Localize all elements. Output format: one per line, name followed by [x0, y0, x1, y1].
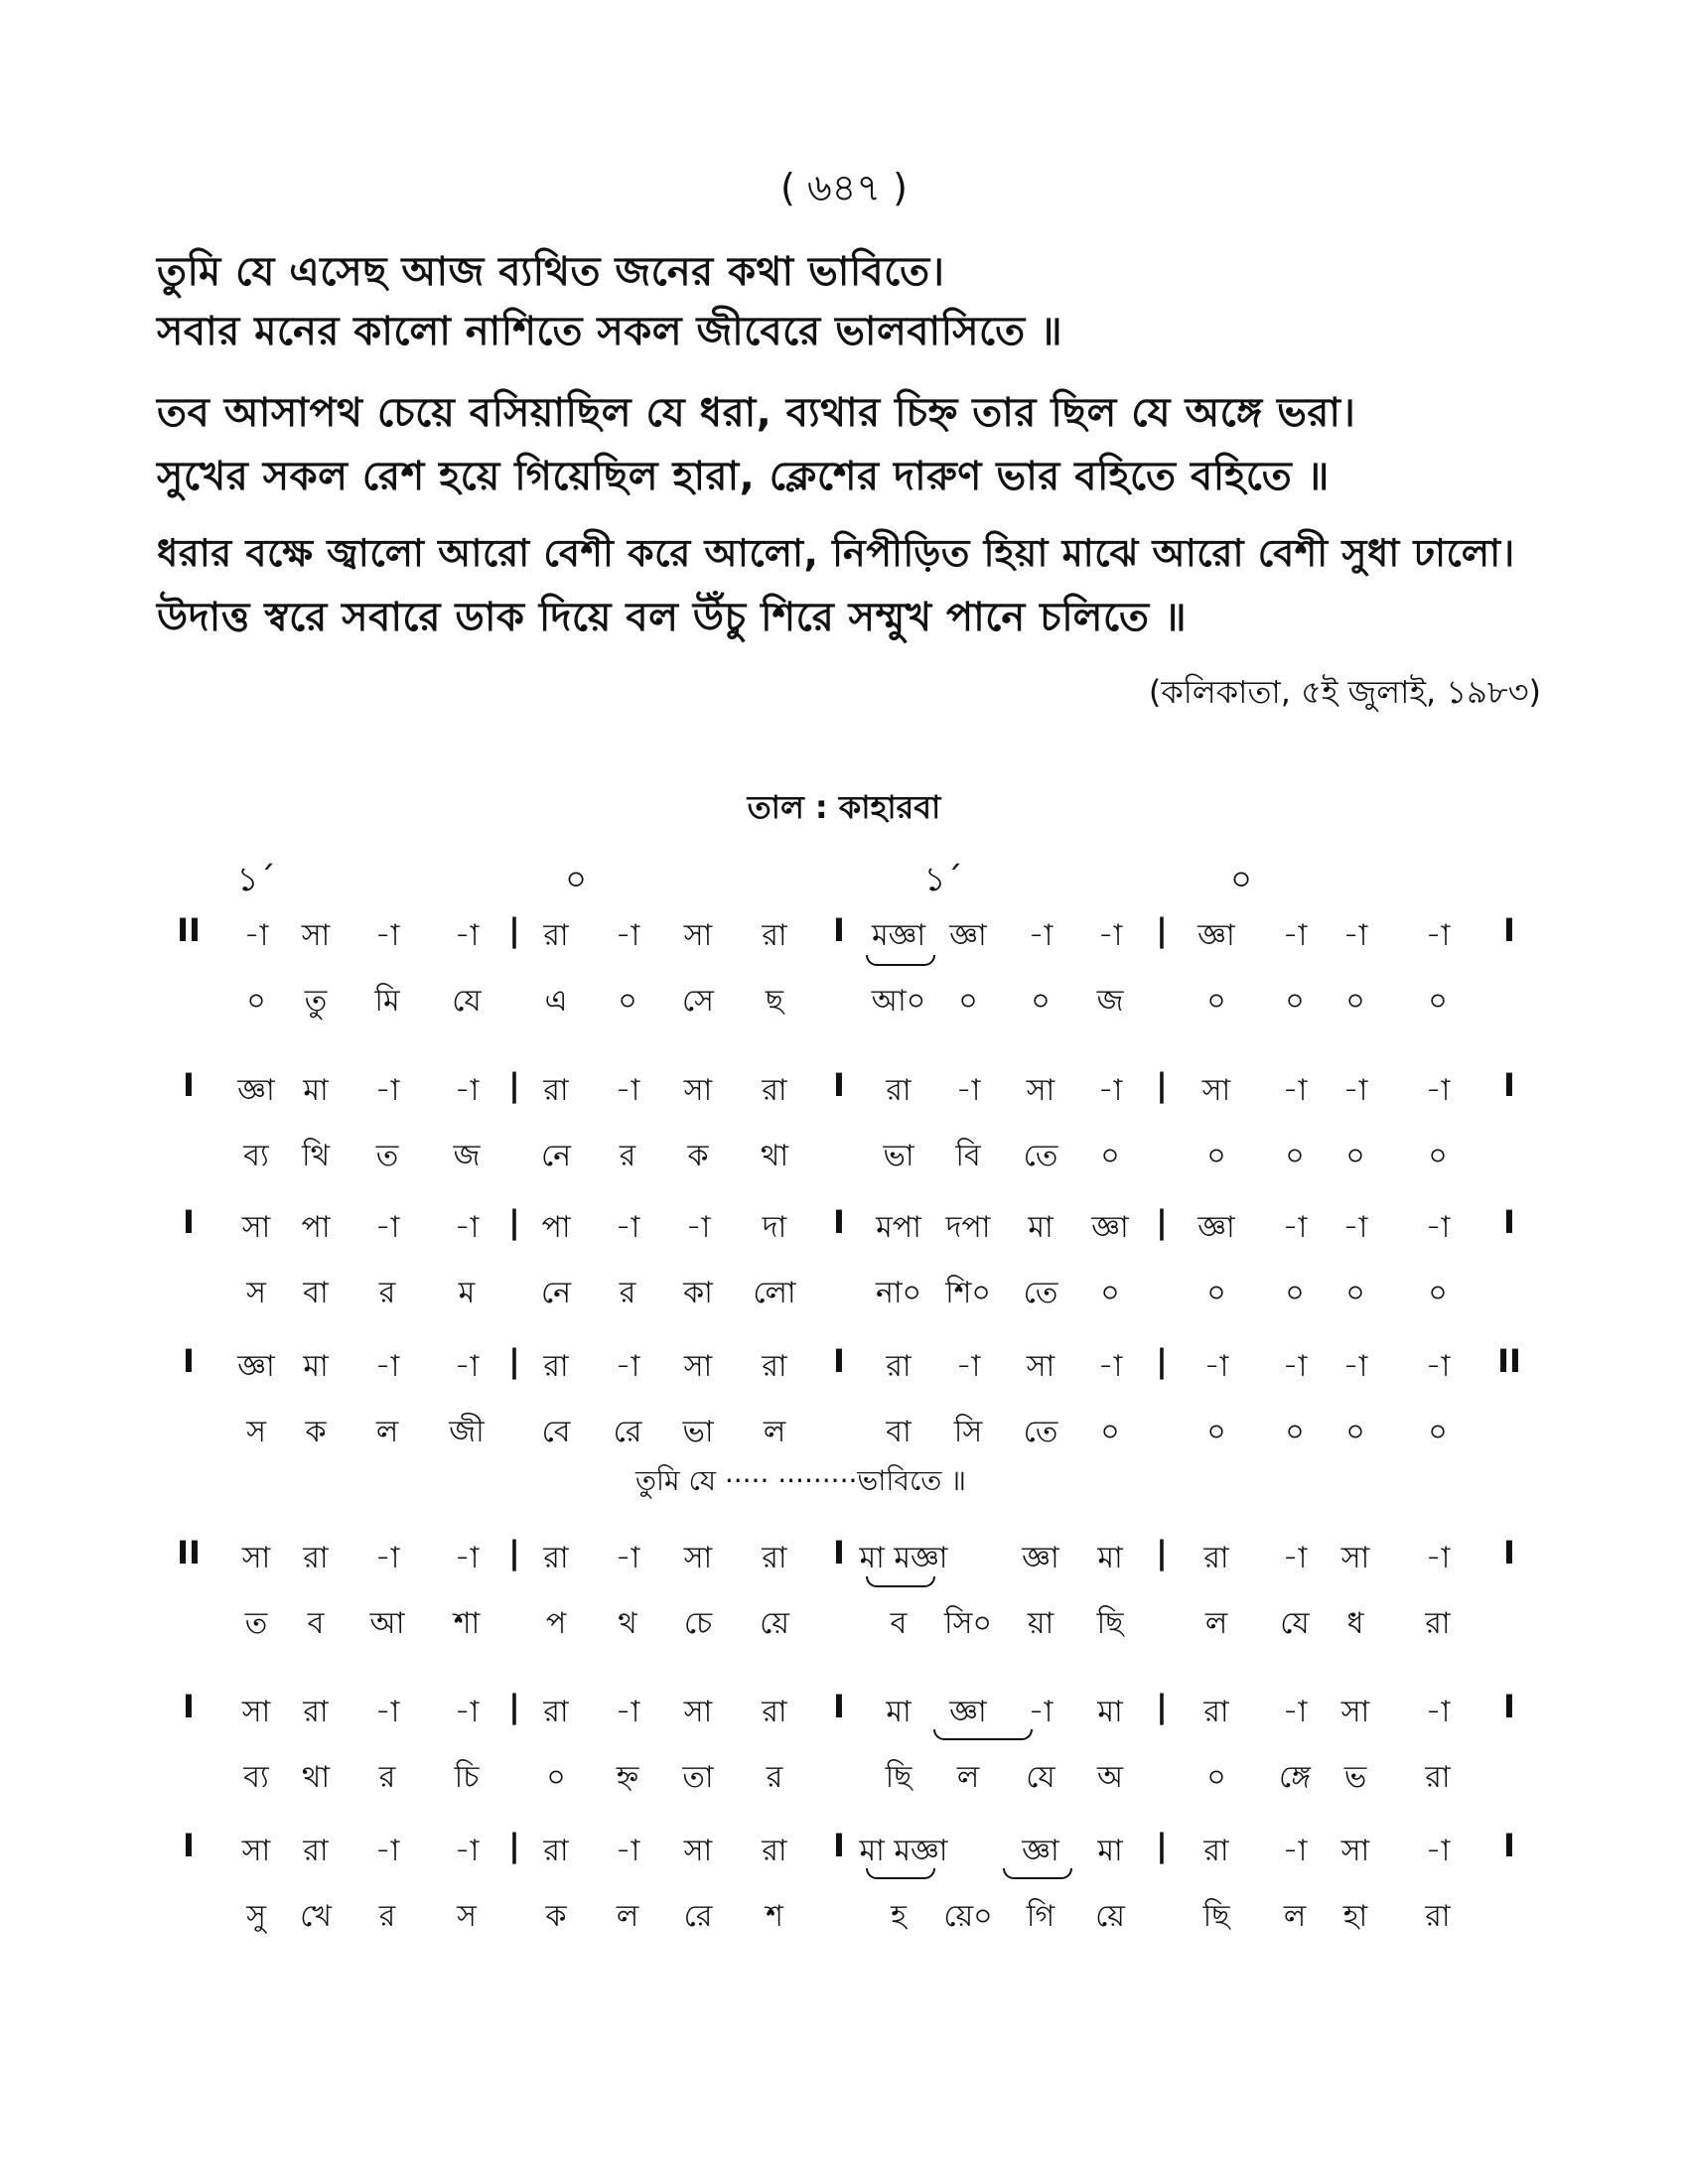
swara-note: -া — [955, 1349, 981, 1384]
swara-note: -া — [1282, 1349, 1308, 1384]
lyric-syllable: হ্ন — [616, 1760, 639, 1795]
swara-note: রা — [303, 1541, 329, 1575]
bar-line: | — [508, 1688, 520, 1725]
swara-note: -া — [454, 918, 480, 953]
lyric-syllable: ল — [616, 1899, 639, 1934]
lyric-syllable: বি — [955, 1139, 981, 1173]
bar-line: I — [1503, 1203, 1515, 1241]
lyric-syllable: হা — [1342, 1899, 1368, 1934]
lyric-line-2: সবার মনের কালো নাশিতে সকল জীবেরে ভালবাসিতে ॥ — [157, 309, 1063, 354]
swara-note: -া — [1282, 918, 1308, 953]
swara-note: দপা — [945, 1210, 991, 1245]
swara-note: জ্ঞা — [237, 1073, 275, 1108]
lyric-syllable: ০ — [246, 984, 266, 1019]
bar-line: | — [508, 1203, 520, 1241]
lyric-syllable: ভা — [883, 1139, 914, 1173]
lyric-syllable: ল — [375, 1415, 399, 1449]
lyric-syllable: ল — [763, 1415, 786, 1449]
lyric-syllable: ০ — [1206, 1415, 1226, 1449]
lyric-syllable: লো — [753, 1276, 796, 1310]
lyric-syllable: য়ে — [760, 1606, 789, 1641]
swara-note: -া — [1342, 1210, 1368, 1245]
lyric-syllable: ০ — [1428, 1276, 1448, 1310]
swara-note: -া — [615, 1695, 640, 1729]
lyric-syllable: ০ — [1345, 1415, 1365, 1449]
swara-note: রা — [1203, 1695, 1229, 1729]
bar-line: | — [1156, 1827, 1168, 1864]
lyric-syllable: কা — [683, 1276, 713, 1310]
refrain-line: তুমি যে ····· ·········ভাবিতে ॥ — [635, 1464, 966, 1497]
swara-note: রা — [762, 1834, 787, 1868]
lyric-syllable: ০ — [1285, 1139, 1305, 1173]
swara-note: -া — [1282, 1695, 1308, 1729]
swara-note: সা — [1340, 1541, 1370, 1575]
swara-note: -া — [615, 1834, 640, 1868]
lyric-syllable: ০ — [1345, 1139, 1365, 1173]
swara-note: -া — [374, 1695, 400, 1729]
lyric-syllable: জী — [449, 1415, 485, 1449]
swara-note: -া — [374, 1834, 400, 1868]
bar-line: I — [183, 1688, 195, 1725]
swara-note: রা — [543, 1541, 569, 1575]
lyric-syllable: ০ — [1206, 1139, 1226, 1173]
swara-note: রা — [543, 1349, 569, 1384]
lyric-syllable: জ — [1096, 984, 1124, 1019]
bar-line: I — [833, 1827, 845, 1864]
meend-slur-mark — [866, 955, 935, 966]
lyric-syllable: ব — [890, 1606, 908, 1641]
lyric-syllable: যে — [1280, 1606, 1310, 1641]
swara-note: -া — [615, 1210, 640, 1245]
swara-note: -া — [243, 918, 269, 953]
lyric-syllable: চে — [683, 1606, 713, 1641]
lyric-syllable: নে — [540, 1139, 572, 1173]
swara-note: -া — [1282, 1541, 1308, 1575]
bar-line: | — [1156, 1203, 1168, 1241]
lyric-syllable: সি০ — [944, 1606, 992, 1641]
lyric-syllable: ০ — [1285, 984, 1305, 1019]
lyric-syllable: যে — [452, 984, 482, 1019]
lyric-line-4: সুখের সকল রেশ হয়ে গিয়েছিল হারা, ক্লেশের দারুণ ভার বহিতে বহিতে ॥ — [157, 454, 1330, 499]
lyric-syllable: য়ে — [1095, 1899, 1125, 1934]
lyric-syllable: য়া — [1027, 1606, 1055, 1641]
lyric-syllable: য়ে০ — [943, 1899, 993, 1934]
meend-slur-mark — [866, 1576, 935, 1587]
lyric-syllable: সি — [953, 1415, 983, 1449]
bar-line: | — [1156, 911, 1168, 949]
swara-note: -া — [1282, 1073, 1308, 1108]
bar-line: I — [183, 1342, 195, 1380]
lyric-syllable: ০ — [1345, 984, 1365, 1019]
swara-note: সা — [1026, 1349, 1055, 1384]
swara-note: জ্ঞা — [1022, 1541, 1059, 1575]
lyric-syllable: র — [619, 1276, 636, 1310]
swara-note: -া — [955, 1073, 981, 1108]
lyric-syllable: ম — [458, 1276, 476, 1310]
swara-note: -া — [1097, 1073, 1123, 1108]
swara-note: মা মজ্ঞা — [859, 1541, 948, 1575]
swara-note: সা — [241, 1834, 271, 1868]
swara-note: সা — [1201, 1073, 1231, 1108]
swara-note: সা — [241, 1695, 271, 1729]
lyric-syllable: আ — [369, 1606, 405, 1641]
lyric-syllable: এ — [544, 984, 568, 1019]
bar-line: I — [833, 911, 845, 949]
swara-note: জ্ঞা — [1197, 1210, 1235, 1245]
lyric-syllable: সু — [246, 1899, 266, 1934]
swara-note: মা — [1097, 1695, 1123, 1729]
bar-line: II — [1497, 1342, 1521, 1380]
lyric-syllable: ০ — [1428, 984, 1448, 1019]
lyric-syllable: র — [378, 1276, 396, 1310]
lyric-syllable: র — [766, 1760, 783, 1795]
lyric-syllable: ০ — [1100, 1415, 1120, 1449]
swara-note: -া — [374, 918, 400, 953]
lyric-line-6: উদাত্ত স্বরে সবারে ডাক দিয়ে বল উঁচু শিরে সম্মুখ পানে চলিতে ॥ — [157, 595, 1188, 640]
bar-line: I — [833, 1203, 845, 1241]
lyric-syllable: বা — [303, 1276, 329, 1310]
meend-slur-mark — [1003, 1868, 1072, 1879]
lyric-syllable: তে — [1023, 1415, 1058, 1449]
lyric-syllable: ০ — [546, 1760, 566, 1795]
bar-line: | — [508, 1534, 520, 1571]
swara-note: রা — [303, 1695, 329, 1729]
swara-note: রা — [1203, 1834, 1229, 1868]
lyric-syllable: স — [246, 1276, 266, 1310]
swara-note: দা — [762, 1210, 787, 1245]
swara-note: -া — [374, 1541, 400, 1575]
lyric-syllable: ছি — [885, 1760, 913, 1795]
lyric-syllable: প — [545, 1606, 567, 1641]
lyric-syllable: র — [378, 1760, 396, 1795]
swara-note: মপা — [876, 1210, 921, 1245]
lyric-syllable: ব্য — [243, 1760, 269, 1795]
lyric-syllable: শা — [453, 1606, 481, 1641]
bar-line: I — [833, 1688, 845, 1725]
lyric-syllable: জ — [453, 1139, 481, 1173]
lyric-syllable: ল — [1283, 1899, 1307, 1934]
bar-line: II — [177, 911, 201, 949]
bar-line: | — [508, 911, 520, 949]
swara-note: -া — [454, 1834, 480, 1868]
swara-note: -া — [1425, 1349, 1451, 1384]
bar-line: I — [1503, 1827, 1515, 1864]
lyric-syllable: ০ — [1206, 1760, 1226, 1795]
swara-note: -া — [454, 1349, 480, 1384]
swara-note: রা — [886, 1349, 912, 1384]
swara-note: পা — [541, 1210, 571, 1245]
lyric-syllable: অ — [1097, 1760, 1123, 1795]
swara-note: -া — [1425, 1541, 1451, 1575]
swara-note: -া — [1282, 1210, 1308, 1245]
lyric-syllable: রা — [1425, 1899, 1451, 1934]
swara-note: জ্ঞা — [1022, 1834, 1059, 1868]
swara-note: -া — [374, 1210, 400, 1245]
bar-line: | — [1156, 1342, 1168, 1380]
swara-note: রা — [762, 1695, 787, 1729]
lyric-syllable: হ — [891, 1899, 907, 1934]
swara-note: -া — [615, 1541, 640, 1575]
swara-note: -া — [1425, 1834, 1451, 1868]
swara-note: -া — [1282, 1834, 1308, 1868]
lyric-syllable: ০ — [958, 984, 978, 1019]
swara-note: -া — [1425, 1210, 1451, 1245]
swara-note: -া — [454, 1073, 480, 1108]
bar-line: | — [1156, 1534, 1168, 1571]
lyric-syllable: ০ — [1206, 1276, 1226, 1310]
lyric-syllable: থি — [301, 1139, 331, 1173]
lyric-syllable: না০ — [875, 1276, 922, 1310]
swara-note: -া — [1425, 918, 1451, 953]
swara-note: মা — [1028, 1210, 1054, 1245]
lyric-syllable: নে — [540, 1276, 572, 1310]
lyric-syllable: ০ — [1285, 1415, 1305, 1449]
lyric-syllable: ছ — [765, 984, 784, 1019]
bar-line: I — [1503, 911, 1515, 949]
lyric-syllable: তা — [682, 1760, 714, 1795]
lyric-syllable: গি — [1026, 1899, 1055, 1934]
lyric-syllable: ভ — [1343, 1760, 1367, 1795]
swara-note: পা — [301, 1210, 331, 1245]
swara-note: রা — [543, 1073, 569, 1108]
swara-note: -া — [454, 1210, 480, 1245]
lyric-syllable: থা — [760, 1139, 789, 1173]
lyric-syllable: ০ — [1206, 984, 1226, 1019]
swara-note: সা — [241, 1541, 271, 1575]
lyric-syllable: র — [378, 1899, 396, 1934]
lyric-syllable: ক — [545, 1899, 567, 1934]
bar-line: I — [1503, 1066, 1515, 1104]
swara-note: রা — [543, 918, 569, 953]
lyric-syllable: ব্য — [243, 1139, 269, 1173]
swara-note: -া — [1097, 1349, 1123, 1384]
lyric-line-5: ধরার বক্ষে জ্বালো আরো বেশী করে আলো, নিপীড়িত হিয়া মাঝে আরো বেশী সুধা ঢালো। — [157, 531, 1515, 575]
lyric-syllable: ত — [244, 1606, 268, 1641]
lyric-syllable: থ — [618, 1606, 637, 1641]
lyric-syllable: ক — [305, 1415, 327, 1449]
swara-note: রা — [762, 1349, 787, 1384]
bar-line: I — [833, 1342, 845, 1380]
lyric-syllable: রে — [613, 1415, 642, 1449]
swara-note: সা — [241, 1210, 271, 1245]
bar-line: I — [1503, 1534, 1515, 1571]
lyric-syllable: ০ — [1031, 984, 1051, 1019]
swara-note: -া — [1028, 918, 1054, 953]
meend-slur-mark — [866, 1868, 935, 1879]
bar-line: I — [1503, 1688, 1515, 1725]
swara-note: সা — [683, 1073, 713, 1108]
lyric-syllable: শি০ — [945, 1276, 991, 1310]
lyric-syllable: ক — [687, 1139, 709, 1173]
swara-note: -া — [374, 1349, 400, 1384]
meend-slur-mark — [933, 1729, 1033, 1740]
swara-note: রা — [543, 1834, 569, 1868]
swara-note: -া — [1203, 1349, 1229, 1384]
lyric-syllable: যে — [1026, 1760, 1055, 1795]
swara-note: মা — [303, 1073, 329, 1108]
bar-line: I — [183, 1203, 195, 1241]
lyric-line-3: তব আসাপথ চেয়ে বসিয়াছিল যে ধরা, ব্যথার চিহ্ন তার ছিল যে অঙ্গে ভরা। — [157, 390, 1356, 436]
lyric-syllable: ত — [375, 1139, 399, 1173]
lyric-syllable: সে — [682, 984, 714, 1019]
swara-note: রা — [303, 1834, 329, 1868]
bar-line: | — [1156, 1066, 1168, 1104]
bar-line: | — [1156, 1688, 1168, 1725]
lyric-syllable: তে — [1023, 1276, 1058, 1310]
lyric-syllable: বা — [886, 1415, 912, 1449]
swara-note: জ্ঞা — [237, 1349, 275, 1384]
lyric-syllable: ০ — [1428, 1415, 1448, 1449]
swara-note: -া — [1425, 1073, 1451, 1108]
swara-note: -া — [1342, 1349, 1368, 1384]
lyric-syllable: খে — [300, 1899, 332, 1934]
lyric-syllable: থা — [301, 1760, 331, 1795]
swara-note: মা — [1097, 1541, 1123, 1575]
swara-note: -া — [454, 1695, 480, 1729]
lyric-syllable: রা — [1425, 1760, 1451, 1795]
lyric-syllable: ০ — [1428, 1139, 1448, 1173]
swara-note: মা মজ্ঞা — [859, 1834, 948, 1868]
lyric-syllable: স — [457, 1899, 477, 1934]
swara-note: সা — [683, 1834, 713, 1868]
bar-line: | — [508, 1342, 520, 1380]
lyric-syllable: ঙ্গে — [1278, 1760, 1312, 1795]
swara-note: জ্ঞা — [1197, 918, 1235, 953]
lyric-syllable: ছি — [1096, 1606, 1124, 1641]
swara-note: সা — [683, 1349, 713, 1384]
lyric-syllable: রে — [683, 1899, 713, 1934]
swara-note: মা — [886, 1695, 912, 1729]
swara-note: সা — [301, 918, 331, 953]
swara-note: -া — [1425, 1695, 1451, 1729]
swara-note: রা — [1203, 1541, 1229, 1575]
lyric-syllable: মি — [374, 984, 400, 1019]
swara-note: রা — [886, 1073, 912, 1108]
swara-note: -া — [1028, 1695, 1054, 1729]
swara-note: সা — [1340, 1834, 1370, 1868]
swara-note: সা — [1026, 1073, 1055, 1108]
lyric-syllable: ল — [956, 1760, 980, 1795]
bar-line: I — [833, 1534, 845, 1571]
beat-mark: ০ — [564, 860, 588, 899]
bar-line: I — [183, 1827, 195, 1864]
lyric-syllable: ০ — [1100, 1276, 1120, 1310]
swara-note: জ্ঞা — [1091, 1210, 1129, 1245]
lyric-syllable: শ — [766, 1899, 783, 1934]
swara-note: -া — [615, 1073, 640, 1108]
lyric-syllable: আ০ — [871, 984, 926, 1019]
beat-mark: ০ — [1229, 860, 1253, 899]
lyric-syllable: র — [619, 1139, 636, 1173]
lyric-syllable: ভা — [682, 1415, 714, 1449]
bar-line: | — [508, 1066, 520, 1104]
swara-note: মজ্ঞা — [871, 918, 926, 953]
lyric-syllable: বে — [541, 1415, 571, 1449]
swara-note: -া — [1097, 918, 1123, 953]
page-number: ( ৬৪৭ ) — [780, 166, 908, 209]
bar-line: II — [177, 1534, 201, 1571]
swara-note: -া — [1342, 918, 1368, 953]
lyric-syllable: রা — [1425, 1606, 1451, 1641]
lyric-syllable: ০ — [618, 984, 637, 1019]
beat-mark: ১´ — [236, 860, 276, 899]
swara-note: সা — [683, 1695, 713, 1729]
tala-heading: তাল : কাহারবা — [747, 788, 941, 826]
lyric-syllable: ০ — [1100, 1139, 1120, 1173]
lyric-syllable: ০ — [1285, 1276, 1305, 1310]
lyric-syllable: তে — [1023, 1139, 1058, 1173]
swara-note: -া — [685, 1210, 711, 1245]
swara-note: -া — [454, 1541, 480, 1575]
swara-note: সা — [1340, 1695, 1370, 1729]
lyric-syllable: ০ — [1345, 1276, 1365, 1310]
swara-note: মা — [1097, 1834, 1123, 1868]
lyric-syllable: ল — [1204, 1606, 1228, 1641]
lyric-syllable: ধ — [1346, 1606, 1364, 1641]
lyric-line-1: তুমি যে এসেছ আজ ব্যথিত জনের কথা ভাবিতে। — [157, 249, 945, 295]
bar-line: I — [833, 1066, 845, 1104]
swara-note: রা — [762, 918, 787, 953]
swara-note: -া — [615, 1349, 640, 1384]
swara-note: জ্ঞা — [949, 1695, 987, 1729]
swara-note: সা — [683, 918, 713, 953]
swara-note: জ্ঞা — [949, 918, 987, 953]
swara-note: -া — [615, 918, 640, 953]
lyric-syllable: ছি — [1202, 1899, 1230, 1934]
swara-note: রা — [762, 1073, 787, 1108]
lyric-syllable: চি — [454, 1760, 480, 1795]
swara-note: -া — [1342, 1073, 1368, 1108]
bar-line: I — [183, 1066, 195, 1104]
swara-note: রা — [762, 1541, 787, 1575]
bar-line: | — [508, 1827, 520, 1864]
beat-mark: ১´ — [923, 860, 963, 899]
lyric-syllable: স — [246, 1415, 266, 1449]
swara-note: মা — [303, 1349, 329, 1384]
dateline: (কলিকাতা, ৫ই জুলাই, ১৯৮৩) — [1148, 673, 1541, 711]
lyric-syllable: তু — [304, 984, 328, 1019]
lyric-syllable: ব — [307, 1606, 325, 1641]
swara-note: -া — [374, 1073, 400, 1108]
swara-note: সা — [683, 1541, 713, 1575]
swara-note: রা — [543, 1695, 569, 1729]
